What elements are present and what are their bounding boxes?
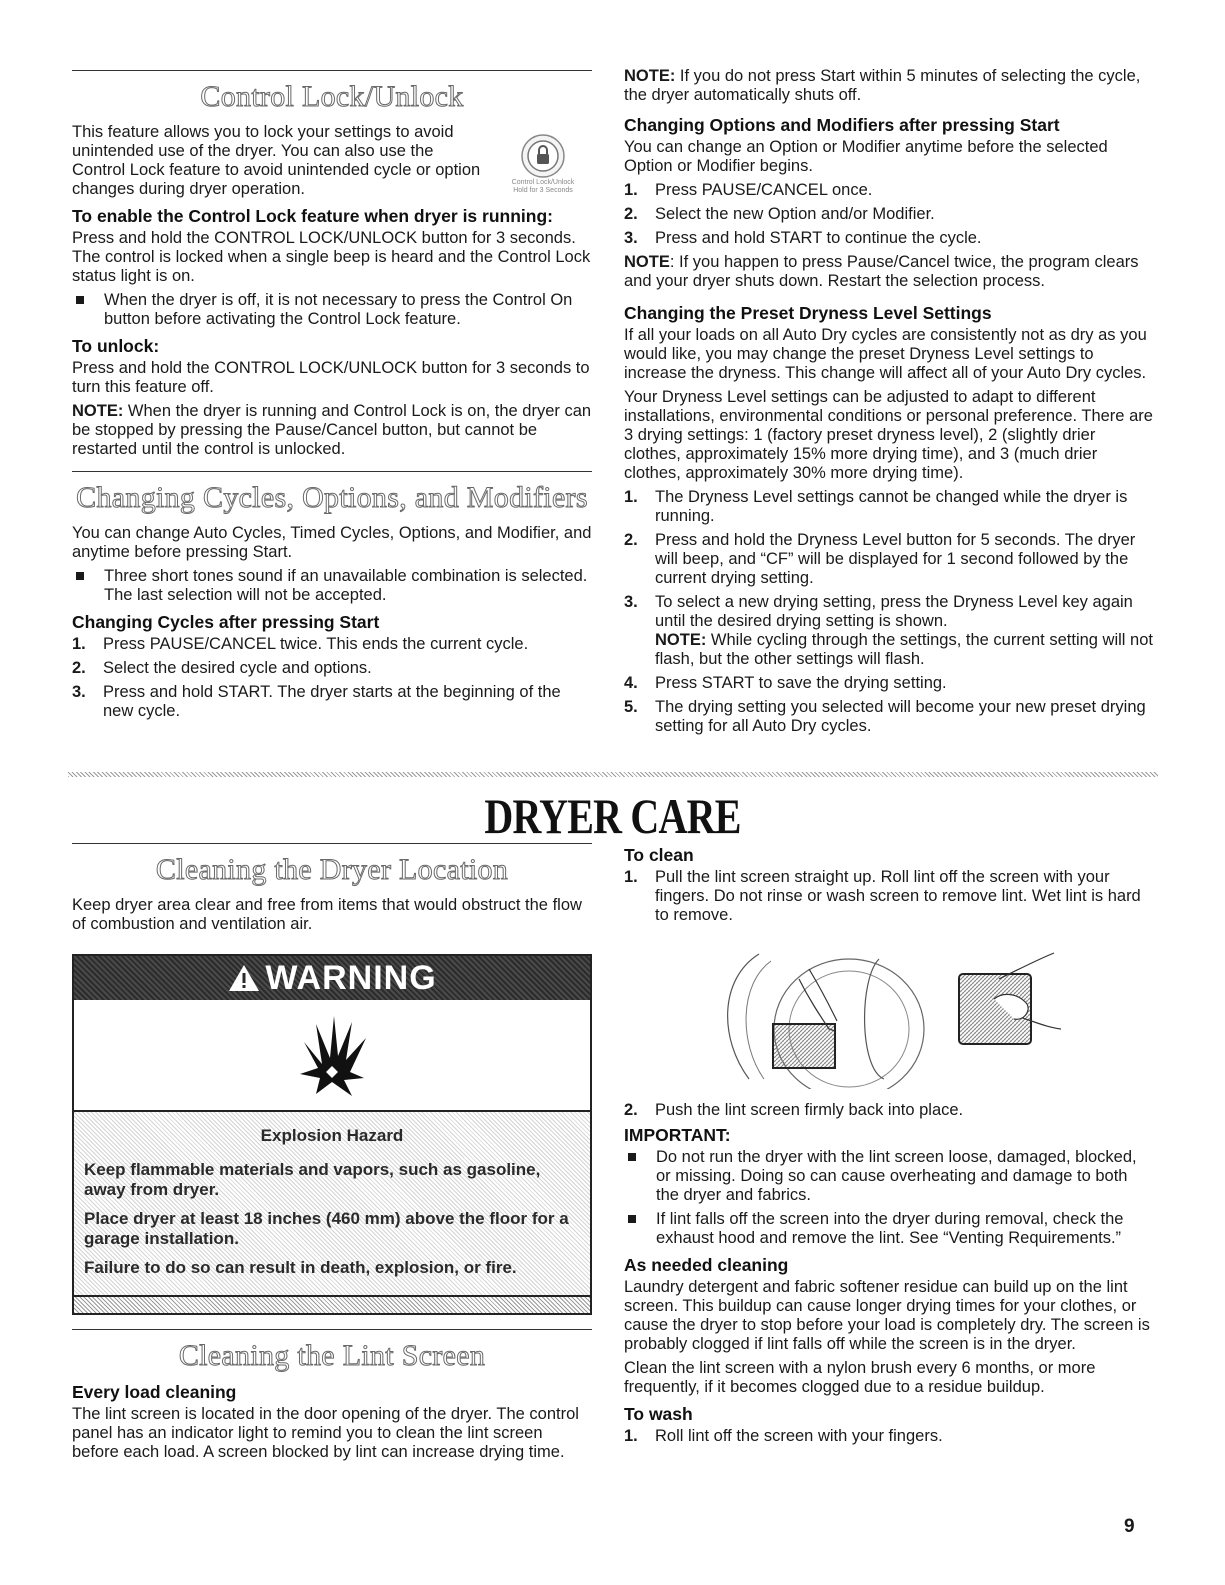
note-text: If you do not press Start within 5 minutes of selecting the cycle, the dryer automatically shuts off. [624,67,1141,104]
lint-screen-removal-illustration [709,939,1069,1089]
after-start-heading: Changing Cycles after pressing Start [72,612,380,632]
warning-header [74,956,590,1000]
changing-cycles-bullets [72,567,592,605]
list-item: Three short tones sound if an unavailable combination is selected. The last selection will not be accepted. [72,567,592,605]
list-item: Do not run the dryer with the lint screen loose, damaged, blocked, or missing. Doing so can cause overheating and damage to both the dryer and fabrics. [624,1148,1154,1205]
cleaning-location-intro: Keep dryer area clear and free from items that would obstruct the flow of combustion and ventilation air. [72,896,582,933]
warning-triangle-icon [227,963,261,993]
dryness-heading: Changing the Preset Dryness Level Settings [624,303,992,323]
list-item: If lint falls off the screen into the dryer during removal, check the exhaust hood and remove the lint. See “Venting Requirements.” [624,1210,1154,1248]
section-title-changing-cycles: Changing Cycles, Options, and Modifiers [76,481,588,514]
list-item: 3. To select a new drying setting, press the Dryness Level key again until the desired drying setting is shown. NOTE: While cycling through the settings, the current setting will not flash, but the other settings will flash. [624,593,1153,668]
list-item: 2. Push the lint screen firmly back into place. [624,1101,964,1119]
section-rule [72,1329,592,1330]
list-item: 2. Select the desired cycle and options. [72,659,372,677]
warning-label: WARNING [265,958,437,997]
warning-text-area [74,1112,590,1295]
unlock-text: Press and hold the CONTROL LOCK/UNLOCK button for 3 seconds to turn this feature off. [72,359,590,396]
list-item: 4. Press START to save the drying setting. [624,674,947,692]
list-item: 2. Press and hold the Dryness Level button for 5 seconds. The dryer will beep, and “CF” will be displayed for 1 second followed by the current drying setting. [624,531,1136,587]
section-control-lock [72,70,592,726]
page-title: DRYER CARE [484,788,741,844]
page-divider-band [68,772,1158,777]
warning-line-3: Failure to do so can result in death, explosion, or fire. [84,1258,517,1277]
section-rule [72,70,592,71]
note-label: NOTE: [655,631,707,649]
note-text: When the dryer is running and Control Lock is on, the dryer can be stopped by pressing the Pause/Cancel button, but cannot be restarted until the control is unlocked. [72,402,592,458]
section-title-cleaning-location: Cleaning the Dryer Location [155,853,509,886]
control-lock-bullets [72,291,592,329]
note-text: : If you happen to press Pause/Cancel twice, the program clears and your dryer shuts down. Restart the selection process. [624,253,1139,290]
warning-lines [84,1126,580,1287]
to-clean-heading: To clean [624,845,694,865]
note-text: While cycling through the settings, the current setting will not flash, but the other settings will flash. [655,631,1153,668]
lint-screen-illustration [624,939,1154,1089]
section-lint-cleaning [624,845,1154,1451]
changing-cycles-steps [72,635,592,721]
list-item: 3. Press and hold START to continue the cycle. [624,229,982,247]
clean-steps [624,868,1154,925]
dryness-steps [624,488,1154,736]
section-cleaning [72,843,592,1467]
warning-line-2: Place dryer at least 18 inches (460 mm) above the floor for a garage installation. [84,1209,569,1248]
page-number: 9 [1124,1516,1135,1537]
dryness-paragraph-1: If all your loads on all Auto Dry cycles are consistently not as dry as you would like, you may change the preset Dryness Level settings to increase the dryness. This change will affect all of your Auto Dry cycles. [624,326,1147,382]
list-item: 1. Pull the lint screen straight up. Roll lint off the screen with your fingers. Do not rinse or wash screen to remove lint. Wet lint is hard to remove. [624,868,1141,924]
warning-hazard-title: Explosion Hazard [260,1126,404,1145]
options-steps [624,181,1154,248]
note-label: NOTE [624,253,670,271]
control-lock-button-figure [494,133,592,195]
as-needed-heading: As needed cleaning [624,1255,789,1275]
to-wash-heading: To wash [624,1404,693,1424]
unlock-heading: To unlock: [72,336,160,356]
warning-icon-area [74,1000,590,1112]
changing-cycles-intro: You can change Auto Cycles, Timed Cycles, Options, and Modifier, and anytime before pressing Start. [72,524,592,561]
list-item: 1. Press PAUSE/CANCEL twice. This ends the current cycle. [72,635,529,653]
list-item: 1. The Dryness Level settings cannot be changed while the dryer is running. [624,488,1128,525]
warning-line-1: Keep flammable materials and vapors, such as gasoline, away from dryer. [84,1160,541,1199]
list-item: 1. Roll lint off the screen with your fingers. [624,1427,943,1445]
lock-caption-1: Control Lock/Unlock [511,179,575,186]
dryness-paragraph-2: Your Dryness Level settings can be adjusted to adapt to different installations, environmental conditions or personal preference. There are 3 drying settings: 1 (factory preset dryness level), 2 (slightly drier clothes, approximately 15% more drying time), and 3 (much drier clothes, approximately 30% more drying time). [624,388,1153,482]
list-item: 3. Press and hold START. The dryer starts at the beginning of the new cycle. [72,683,561,720]
list-item: 1. Press PAUSE/CANCEL once. [624,181,873,199]
important-heading: IMPORTANT: [624,1125,731,1145]
control-lock-intro: This feature allows you to lock your settings to avoid unintended use of the dryer. You can also use the Control Lock feature to avoid unintended cycle or option changes during dryer operation. [72,123,481,198]
warning-box [72,954,592,1315]
clean-steps-continued [624,1101,1154,1120]
section-rule [72,843,592,844]
explosion-icon [292,1012,372,1098]
list-item: 2. Select the new Option and/or Modifier. [624,205,935,223]
important-bullets [624,1148,1154,1248]
section-options-dryness [624,67,1154,741]
every-load-text: The lint screen is located in the door opening of the dryer. The control panel has an indicator light to remind you to clean the lint screen before each load. A screen blocked by lint can increase drying time. [72,1405,579,1461]
options-heading: Changing Options and Modifiers after pressing Start [624,115,1060,135]
list-item: 5. The drying setting you selected will become your new preset drying setting for all Auto Dry cycles. [624,698,1146,735]
section-title-control-lock: Control Lock/Unlock [200,80,464,113]
list-item: When the dryer is off, it is not necessary to press the Control On button before activating the Control Lock feature. [72,291,592,329]
as-needed-paragraph-1: Laundry detergent and fabric softener residue can build up on the lint screen. This buildup can cause longer drying times for your clothes, or cause the dryer to stop before your load is completely dry. The screen is probably clogged if lint falls off while the screen is in the dryer. [624,1278,1150,1353]
note-label: NOTE: [624,67,676,85]
section-title-lint-screen: Cleaning the Lint Screen [178,1339,486,1372]
enable-lock-text: Press and hold the CONTROL LOCK/UNLOCK button for 3 seconds. The control is locked when a single beep is heard and the Control Lock status light is on. [72,229,591,285]
lock-button-icon [520,133,566,179]
lock-caption-2: Hold for 3 Seconds [513,187,573,194]
options-intro: You can change an Option or Modifier anytime before the selected Option or Modifier begins. [624,138,1108,175]
note-label: NOTE: [72,402,124,420]
wash-steps [624,1427,1154,1446]
pause-cancel-note [624,253,1154,291]
enable-lock-heading: To enable the Control Lock feature when dryer is running: [72,206,553,226]
warning-bottom-band [74,1295,590,1313]
every-load-heading: Every load cleaning [72,1382,237,1402]
control-lock-note [72,402,592,459]
section-rule [72,471,592,472]
start-timeout-note [624,67,1154,105]
as-needed-paragraph-2: Clean the lint screen with a nylon brush every 6 months, or more frequently, if it becomes clogged due to a residue buildup. [624,1359,1096,1396]
control-lock-intro-block [72,123,592,229]
